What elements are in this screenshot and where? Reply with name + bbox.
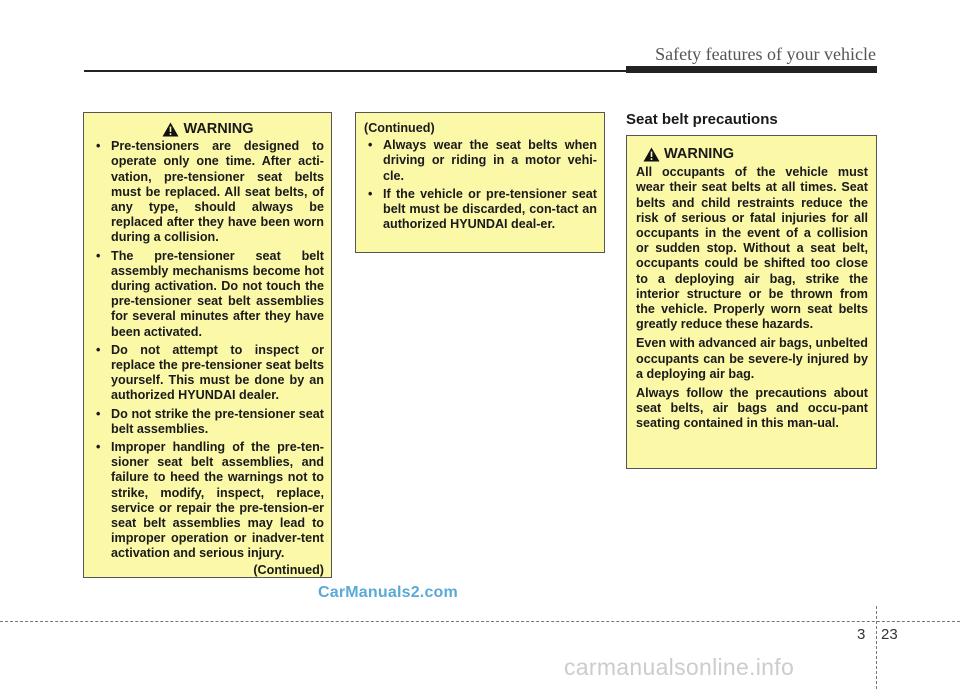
warning-paragraph: Always follow the precautions about seat belts, air bags and occu-pant seating contained in this man-ual.: [636, 386, 868, 431]
footer-site-watermark[interactable]: carmanualsonline.info: [564, 654, 795, 680]
warning-list: [364, 138, 597, 232]
footer-rule: [0, 621, 960, 622]
warning-label: WARNING: [183, 121, 254, 137]
continued-label: (Continued): [253, 562, 324, 577]
warning-box-left: [83, 112, 332, 578]
warning-list-item: • If the vehicle or pre-tensioner seat belt must be discarded, con-tact an authorized HYUNDAI deal-er.: [364, 187, 597, 233]
warning-list-item: • Improper handling of the pre-ten-sioner seat belt assemblies, and failure to heed the warnings not to strike, modify, inspect, replace, service or repair the pre-tension-er seat belt assemblies may lead to improper operation or inadver-tent activation and serious injury.: [92, 440, 324, 562]
warning-box-right: [626, 135, 877, 469]
warning-label: WARNING: [664, 146, 735, 162]
page-header-title: Safety features of your vehicle: [655, 44, 876, 64]
footer-divider: [876, 606, 877, 689]
warning-heading: [92, 122, 324, 137]
warning-triangle-icon: [162, 122, 179, 137]
warning-triangle-icon: [643, 147, 660, 162]
warning-paragraph: All occupants of the vehicle must wear their seat belts at all times. Seat belts and child restraints reduce the risk of serious or fatal injuries for all occupants in the event of a collision or sudden stop. Without a seat belt, occupants could be shifted too close to a deploying air bag, strike the interior structure or be thrown from the vehicle. Properly worn seat belts greatly reduce these hazards.: [636, 165, 868, 332]
warning-list-item: • Pre-tensioners are designed to operate only one time. After acti-vation, pre-tensioner seat belts must be replaced. All seat belts, of any type, should always be replaced after they have been worn during a collision.: [92, 139, 324, 245]
warning-list-item: • Do not strike the pre-tensioner seat belt assemblies.: [92, 407, 324, 437]
warning-list-item: • Always wear the seat belts when driving or riding in a motor vehi-cle.: [364, 138, 597, 184]
watermark-link[interactable]: CarManuals2.com: [318, 584, 458, 601]
warning-heading: [636, 147, 868, 162]
warning-list-item: • Do not attempt to inspect or replace the pre-tensioner seat belts yourself. This must be done by an authorized HYUNDAI dealer.: [92, 343, 324, 404]
warning-paragraph: Even with advanced air bags, unbelted occupants can be severe-ly injured by a deploying air bag.: [636, 336, 868, 381]
warning-list: [92, 139, 324, 561]
page-number: 23: [881, 626, 898, 643]
warning-box-middle: [355, 112, 605, 253]
chapter-number: 3: [857, 626, 866, 643]
section-title: Seat belt precautions: [626, 111, 778, 128]
warning-list-item: • The pre-tensioner seat belt assembly mechanisms become hot during activation. Do not touch the pre-tensioner seat belt assemblies for several minutes after they have been activated.: [92, 249, 324, 340]
continued-label: (Continued): [364, 121, 435, 135]
header-accent-bar: [626, 66, 877, 73]
